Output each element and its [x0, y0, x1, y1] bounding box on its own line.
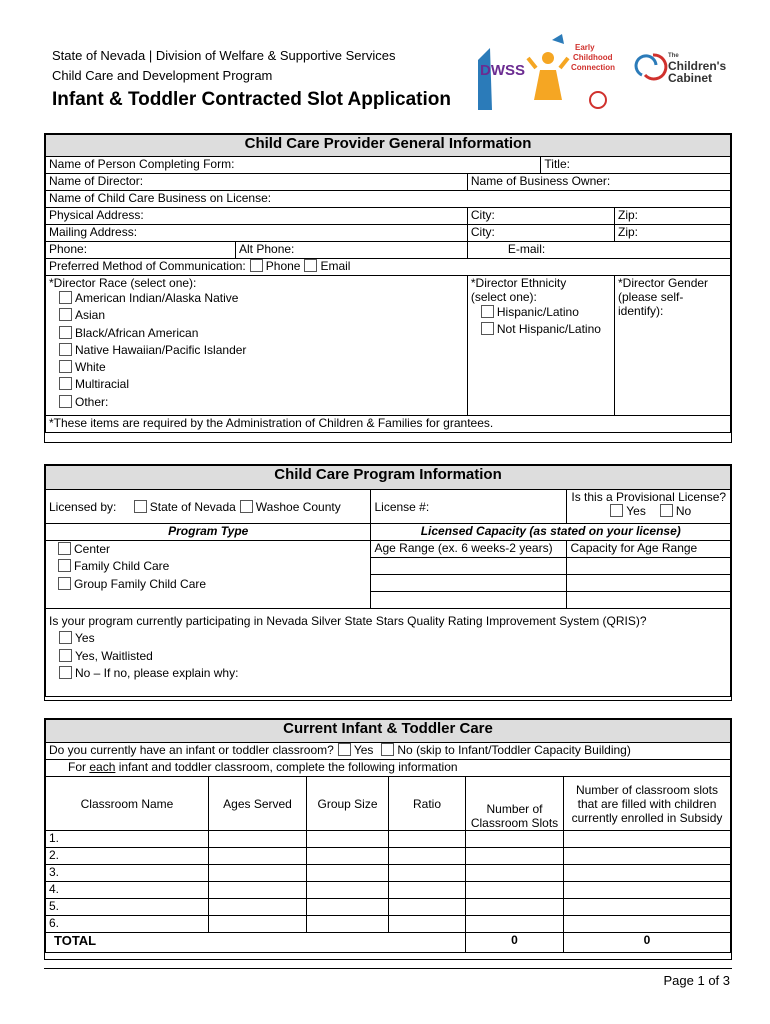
mailing-city-field[interactable]: City:	[467, 225, 614, 242]
licensed-capacity-header: Licensed Capacity (as stated on your license)	[371, 524, 731, 541]
section-program-info	[44, 464, 732, 701]
table-row: 3.	[46, 865, 731, 882]
comm-email-label: Email	[320, 259, 351, 273]
age-range-cell[interactable]	[371, 575, 567, 592]
capacity-header: Capacity for Age Range	[567, 541, 731, 558]
race-option[interactable]: Multiracial	[55, 376, 464, 393]
phone-field[interactable]: Phone:	[46, 242, 236, 259]
logo-ecc-1: Early	[575, 43, 595, 52]
ethnicity-sub: (select one):	[470, 290, 537, 304]
agency-line: State of Nevada | Division of Welfare & Supportive Services	[52, 48, 396, 63]
gender-cell[interactable]	[615, 276, 731, 416]
race-option[interactable]: American Indian/Alaska Native	[55, 290, 464, 307]
required-note: *These items are required by the Administration of Children & Families for grantees.	[46, 416, 731, 433]
total-subsidy: 0	[564, 933, 731, 953]
washoe-label: Washoe County	[255, 499, 341, 514]
licensed-by-cell	[46, 490, 371, 524]
state-nevada-label: State of Nevada	[149, 499, 236, 514]
section3-title: Current Infant & Toddler Care	[46, 720, 731, 743]
page-number: Page 1 of 3	[663, 973, 730, 988]
logo-graphics	[470, 30, 740, 115]
qris-question: Is your program currently participating in Nevada Silver State Stars Quality Rating Improvement System (QRIS)?	[49, 614, 647, 628]
classroom-question-row	[46, 743, 731, 760]
provisional-cell	[567, 490, 731, 524]
email-field[interactable]: E-mail:	[467, 242, 730, 259]
classroom-no-checkbox[interactable]	[381, 743, 394, 756]
total-slots: 0	[466, 933, 564, 953]
mailing-address-field[interactable]: Mailing Address:	[46, 225, 468, 242]
ecc-figures-icon	[590, 92, 606, 108]
provisional-yes-checkbox[interactable]	[610, 504, 623, 517]
classroom-yes-checkbox[interactable]	[338, 743, 351, 756]
program-option[interactable]: Group Family Child Care	[54, 576, 367, 593]
race-option[interactable]: Asian	[55, 307, 464, 324]
director-name-field[interactable]: Name of Director:	[46, 174, 468, 191]
col-ratio: Ratio	[389, 777, 466, 831]
gender-sub: (please self-identify):	[618, 290, 684, 318]
title-field[interactable]: Title:	[541, 157, 731, 174]
race-option[interactable]: Black/African American	[55, 325, 464, 342]
logo-cabinet-the: The	[668, 53, 679, 59]
provisional-no-label: No	[675, 504, 692, 518]
washoe-checkbox[interactable]	[240, 500, 253, 513]
capacity-cell[interactable]	[567, 558, 731, 575]
qris-option[interactable]: Yes, Waitlisted	[55, 648, 727, 665]
classroom-question: Do you currently have an infant or toddler classroom?	[49, 743, 334, 757]
logo-bar	[470, 30, 740, 115]
age-range-header: Age Range (ex. 6 weeks-2 years)	[371, 541, 567, 558]
classroom-instruction: For each infant and toddler classroom, complete the following information	[46, 760, 731, 777]
business-name-field[interactable]: Name of Child Care Business on License:	[46, 191, 731, 208]
comm-email-checkbox[interactable]	[304, 259, 317, 272]
provisional-yes-label: Yes	[626, 504, 646, 518]
race-option[interactable]: Native Hawaiian/Pacific Islander	[55, 342, 464, 359]
ethnicity-cell	[467, 276, 614, 416]
physical-address-field[interactable]: Physical Address:	[46, 208, 468, 225]
logo-cabinet-1: Children's	[668, 59, 727, 73]
table-row: 1.	[46, 831, 731, 848]
capacity-cell[interactable]	[567, 575, 731, 592]
race-option[interactable]: Other:	[55, 394, 464, 411]
classroom-yes-label: Yes	[353, 743, 374, 757]
total-label: TOTAL	[46, 933, 466, 953]
program-line: Child Care and Development Program	[52, 68, 273, 83]
gender-label: *Director Gender	[618, 276, 709, 290]
physical-zip-field[interactable]: Zip:	[615, 208, 731, 225]
total-row	[46, 933, 731, 953]
kite-icon	[552, 34, 564, 44]
col-classroom-name: Classroom Name	[46, 777, 209, 831]
program-type-options	[46, 541, 371, 609]
col-group-size: Group Size	[307, 777, 389, 831]
col-classroom-slots: Number of Classroom Slots	[466, 777, 564, 831]
col-ages-served: Ages Served	[209, 777, 307, 831]
section-current-care	[44, 718, 732, 960]
page-title: Infant & Toddler Contracted Slot Application	[52, 89, 451, 110]
logo-ecc-2: Childhood	[573, 53, 613, 62]
race-label: *Director Race (select one):	[49, 276, 197, 290]
physical-city-field[interactable]: City:	[467, 208, 614, 225]
license-number-field[interactable]: License #:	[371, 490, 567, 524]
ethnicity-label: *Director Ethnicity	[470, 276, 567, 290]
logo-cabinet-2: Cabinet	[668, 71, 713, 85]
qris-cell	[46, 609, 731, 697]
logo-ecc-3: Connection	[571, 63, 615, 72]
provisional-no-checkbox[interactable]	[660, 504, 673, 517]
classroom-no-label: No (skip to Infant/Toddler Capacity Building)	[397, 743, 631, 757]
age-range-cell[interactable]	[371, 592, 567, 609]
comm-method-row	[46, 259, 731, 276]
name-completing-field[interactable]: Name of Person Completing Form:	[46, 157, 541, 174]
comm-phone-checkbox[interactable]	[250, 259, 263, 272]
qris-option[interactable]: Yes	[55, 630, 727, 647]
program-option[interactable]: Center	[54, 541, 367, 558]
section1-title: Child Care Provider General Information	[46, 135, 731, 157]
comm-phone-label: Phone	[265, 259, 301, 273]
section-provider-info	[44, 133, 732, 443]
race-cell	[46, 276, 468, 416]
capacity-cell[interactable]	[567, 592, 731, 609]
age-range-cell[interactable]	[371, 558, 567, 575]
program-type-header: Program Type	[46, 524, 371, 541]
licensed-by-label: Licensed by:	[49, 499, 117, 514]
program-option[interactable]: Family Child Care	[54, 558, 367, 575]
col-subsidy-slots: Number of classroom slots that are filled with children currently enrolled in Subsidy	[564, 777, 731, 831]
section2-title: Child Care Program Information	[46, 466, 731, 490]
alt-phone-field[interactable]: Alt Phone:	[236, 242, 468, 259]
comm-method-label: Preferred Method of Communication:	[49, 259, 246, 273]
table-row: 5.	[46, 899, 731, 916]
logo-dwss: DWSS	[480, 62, 525, 79]
table-row: 4.	[46, 882, 731, 899]
table-row: 6.	[46, 916, 731, 933]
qris-option[interactable]: No – If no, please explain why:	[55, 665, 727, 682]
provisional-question: Is this a Provisional License?	[571, 490, 727, 504]
cabinet-swirl-icon	[645, 55, 666, 79]
mailing-zip-field[interactable]: Zip:	[615, 225, 731, 242]
owner-name-field[interactable]: Name of Business Owner:	[467, 174, 730, 191]
ethnicity-option[interactable]: Not Hispanic/Latino	[477, 321, 611, 338]
footer-rule	[44, 968, 732, 969]
nevada-shape-icon	[478, 48, 492, 110]
state-nevada-checkbox[interactable]	[134, 500, 147, 513]
child-figure-icon	[542, 52, 554, 64]
table-row: 2.	[46, 848, 731, 865]
ethnicity-option[interactable]: Hispanic/Latino	[477, 304, 611, 321]
race-option[interactable]: White	[55, 359, 464, 376]
